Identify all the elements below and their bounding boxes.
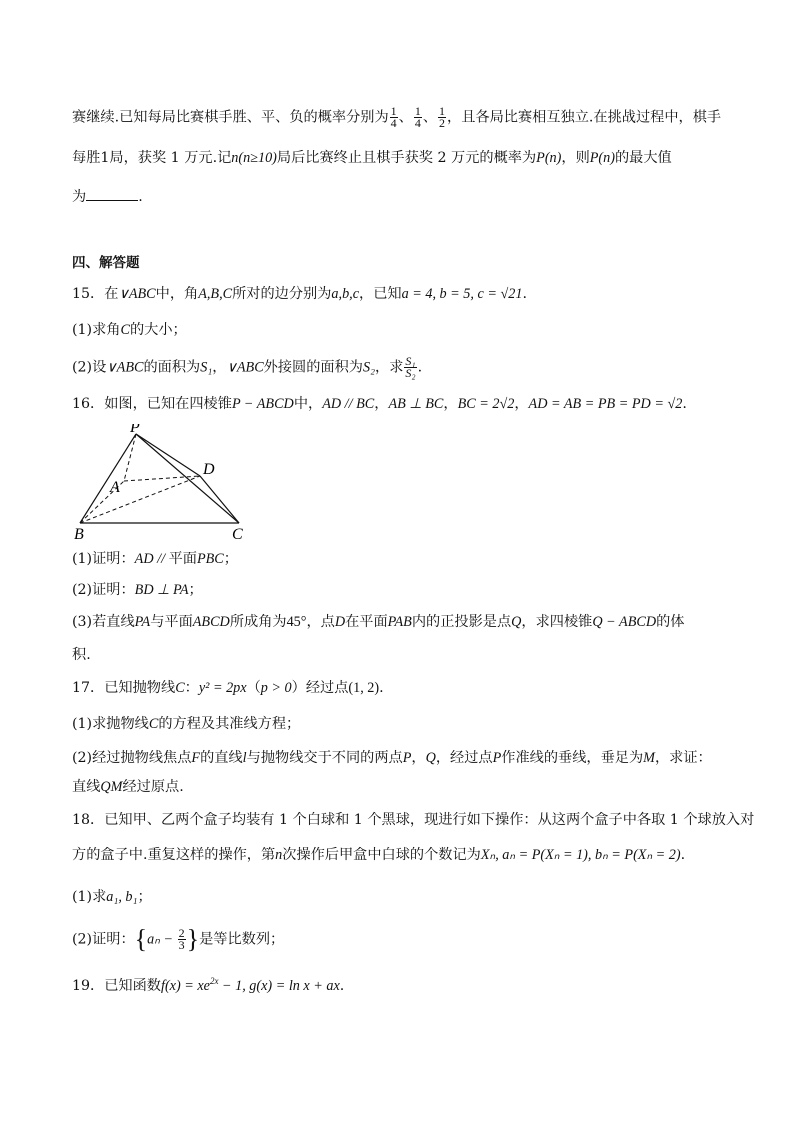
edge-ad-hidden xyxy=(124,476,200,481)
question-18: 18．已知甲、乙两个盒子均装有 1 个白球和 1 个黑球，现进行如下操作：从这两个盒子中各取 1 个球放入对 xyxy=(72,812,755,828)
section-title: 四、解答题 xyxy=(72,255,140,271)
question-17-part-2: (2)经过抛物线焦点F的直线l与抛物线交于不同的两点P，Q，经过点P作准线的垂线，垂足为M，求证： xyxy=(72,750,712,766)
continued-line-3: 为 . xyxy=(72,186,724,207)
question-15: 15．在∨ABC中，角A,B,C所对的边分别为a,b,c，已知a = 4, b = 5, c = √21. xyxy=(72,286,527,302)
pyramid-figure xyxy=(72,424,262,548)
label-b: B xyxy=(74,526,84,543)
fraction: $\frac{\text{S₁}}{\text{S₂}}$ xyxy=(405,354,416,380)
fraction: $\frac{1}{4}$ xyxy=(414,104,421,130)
question-18-part-1: (1)求a₁, b₁； xyxy=(72,889,152,905)
question-15-part-1: (1)求角C的大小； xyxy=(72,322,187,338)
label-a: A xyxy=(110,479,120,496)
question-16: 16．如图，已知在四棱锥P − ABCD中，AD // BC，AB ⊥ BC，BC = 2√2，AD = AB = PB = PD = √2. xyxy=(72,396,687,412)
question-16-part-3-cont: 积. xyxy=(72,647,91,663)
question-17-part-2-cont: 直线QM经过原点. xyxy=(72,779,184,795)
fraction: $\frac{2}{3}$ xyxy=(178,926,185,952)
fraction: $\frac{1}{2}$ xyxy=(439,104,446,130)
question-19: 19．已知函数$f(x) = xe^{2x} - 1$, g(x) = ln x + ax. xyxy=(72,976,345,994)
edge-pc xyxy=(136,434,239,523)
label-d: D xyxy=(203,461,215,478)
edge-bd-hidden xyxy=(80,476,200,523)
label-c: C xyxy=(232,526,243,543)
edge-pb xyxy=(80,434,136,523)
question-17-part-1: (1)求抛物线C的方程及其准线方程； xyxy=(72,716,301,732)
question-16-part-1: (1)证明：AD // 平面PBC； xyxy=(72,551,238,567)
fraction: $\frac{1}{4}$ xyxy=(390,104,397,130)
pyramid-diagram xyxy=(72,424,262,544)
question-17: 17．已知抛物线C：y² = 2px（p > 0）经过点(1, 2). xyxy=(72,680,384,696)
question-16-part-3: (3)若直线PA与平面ABCD所成角为45°，点D在平面PAB内的正投影是点Q，求四棱锥Q − ABCD的体 xyxy=(72,614,685,630)
question-18-part-2: (2)证明：{aₙ − $\frac{2}{3}$ }是等比数列； xyxy=(72,924,285,954)
edge-dc xyxy=(200,476,239,523)
answer-blank xyxy=(86,186,138,201)
label-p: P xyxy=(130,424,140,436)
edge-pd xyxy=(136,434,200,476)
continued-line-1: 赛继续.已知每局比赛棋手胜、平、负的概率分别为 $\frac{1}{4}$ 、 $\frac{1}{4}$ 、 $\frac{1}{2}$ ，且各局比赛相互独立.在挑战过程中，棋手 xyxy=(72,104,722,130)
question-18-line-2: 方的盒子中.重复这样的操作，第n次操作后甲盒中白球的个数记为Xₙ, aₙ = P(Xₙ = 1), bₙ = P(Xₙ = 2). xyxy=(72,847,686,863)
question-15-part-2: (2)设∨ABC的面积为S₁，∨ABC外接圆的面积为S₂，求 $\frac{\text{S₁}}{\text{S₂}}$ . xyxy=(72,354,423,380)
continued-line-2: 每胜1局，获奖 1 万元.记n(n≥10)局后比赛终止且棋手获奖 2 万元的概率为P(n)，则P(n)的最大值 xyxy=(72,150,672,166)
question-16-part-2: (2)证明：BD ⊥ PA； xyxy=(72,582,203,598)
edge-pa-hidden xyxy=(124,434,136,481)
